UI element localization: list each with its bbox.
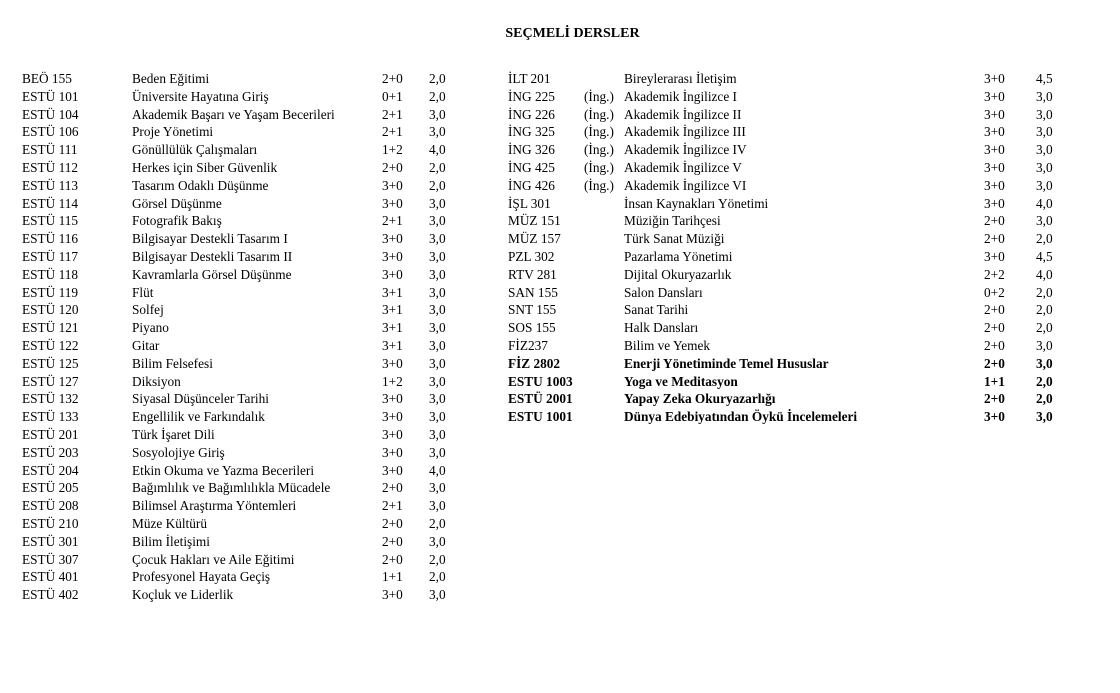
- course-row: [22, 195, 462, 213]
- course-credits: 3,0: [1036, 355, 1053, 371]
- course-row: [508, 301, 1068, 319]
- course-credits: 3,0: [429, 302, 446, 318]
- course-code: ESTÜ 2001: [508, 391, 573, 407]
- course-hours: 3+0: [382, 409, 403, 425]
- course-credits: 3,0: [429, 498, 446, 514]
- course-name: Pazarlama Yönetimi: [624, 248, 733, 264]
- course-name: İnsan Kaynakları Yönetimi: [624, 195, 769, 211]
- course-row: [508, 212, 1068, 230]
- course-row: [22, 586, 462, 604]
- course-hours: 3+0: [984, 71, 1005, 86]
- course-hours: 1+2: [382, 142, 403, 158]
- course-hours: 3+1: [382, 302, 403, 318]
- course-hours: 3+0: [984, 177, 1005, 193]
- course-name: Üniversite Hayatına Giriş: [132, 88, 269, 104]
- course-credits: 2,0: [429, 569, 446, 585]
- course-row: [22, 568, 462, 586]
- course-hours: 2+0: [382, 533, 403, 549]
- course-row: [22, 373, 462, 391]
- course-hours: 2+0: [984, 302, 1005, 318]
- course-row: [22, 230, 462, 248]
- course-code: İNG 325: [508, 124, 555, 140]
- course-row: [508, 284, 1068, 302]
- course-hours: 3+0: [382, 266, 403, 282]
- course-credits: 2,0: [429, 551, 446, 567]
- course-row: [508, 123, 1068, 141]
- course-row: [508, 70, 1068, 88]
- course-credits: 3,0: [429, 231, 446, 247]
- course-hours: 3+1: [382, 320, 403, 336]
- course-row: [22, 426, 462, 444]
- course-code: MÜZ 157: [508, 231, 561, 247]
- course-name: Bilim ve Yemek: [624, 337, 711, 353]
- course-row: [22, 444, 462, 462]
- course-code: ESTÜ 203: [22, 444, 79, 460]
- course-hours: 3+0: [984, 124, 1005, 140]
- course-row: [508, 248, 1068, 266]
- course-credits: 3,0: [429, 284, 446, 300]
- course-code: ESTÜ 133: [22, 409, 79, 425]
- course-code: SNT 155: [508, 302, 557, 318]
- course-name: Halk Dansları: [624, 320, 699, 336]
- course-hours: 2+0: [984, 320, 1005, 336]
- course-note: (İng.): [584, 159, 614, 175]
- course-name: Akademik İngilizce III: [624, 124, 746, 140]
- course-name: Dünya Edebiyatından Öykü İncelemeleri: [624, 409, 858, 425]
- course-credits: 4,0: [1036, 266, 1053, 282]
- course-hours: 3+0: [382, 462, 403, 478]
- course-code: İNG 226: [508, 106, 555, 122]
- course-code: ESTÜ 301: [22, 533, 79, 549]
- course-name: Gönüllülük Çalışmaları: [132, 142, 258, 158]
- course-row: [22, 533, 462, 551]
- course-hours: 2+0: [382, 551, 403, 567]
- course-name: Türk Sanat Müziği: [624, 231, 725, 247]
- course-code: FİZ237: [508, 337, 548, 353]
- course-code: İNG 426: [508, 177, 555, 193]
- course-row: [508, 159, 1068, 177]
- course-name: Bilgisayar Destekli Tasarım I: [132, 231, 288, 247]
- course-credits: 3,0: [429, 337, 446, 353]
- course-code: ESTÜ 132: [22, 391, 79, 407]
- course-credits: 3,0: [429, 106, 446, 122]
- course-row: [508, 88, 1068, 106]
- course-credits: 3,0: [429, 587, 446, 603]
- course-note: (İng.): [584, 88, 614, 104]
- course-code: ESTÜ 113: [22, 177, 79, 193]
- course-code: İŞL 301: [508, 195, 551, 211]
- course-code: İNG 425: [508, 159, 555, 175]
- course-hours: 3+0: [382, 587, 403, 603]
- course-row: [22, 70, 462, 88]
- course-credits: 3,0: [429, 533, 446, 549]
- course-row: [22, 497, 462, 515]
- course-credits: 3,0: [1036, 213, 1053, 229]
- course-code: ESTÜ 117: [22, 248, 79, 264]
- course-name: Akademik İngilizce IV: [624, 142, 747, 158]
- course-hours: 2+0: [382, 480, 403, 496]
- course-code: ESTÜ 401: [22, 569, 79, 585]
- course-code: ESTU 1001: [508, 409, 573, 425]
- course-hours: 3+0: [984, 195, 1005, 211]
- course-row: [22, 408, 462, 426]
- course-row: [22, 551, 462, 569]
- course-name: Akademik İngilizce VI: [624, 177, 747, 193]
- course-name: Bilim Felsefesi: [132, 355, 213, 371]
- course-credits: 3,0: [1036, 88, 1053, 104]
- course-credits: 3,0: [429, 266, 446, 282]
- course-credits: 3,0: [429, 444, 446, 460]
- course-row: [508, 230, 1068, 248]
- course-code: ESTÜ 201: [22, 426, 79, 442]
- course-hours: 3+0: [382, 177, 403, 193]
- course-credits: 3,0: [429, 426, 446, 442]
- course-name: Türk İşaret Dili: [132, 426, 215, 442]
- course-credits: 3,0: [429, 124, 446, 140]
- course-code: MÜZ 151: [508, 213, 561, 229]
- course-name: Akademik İngilizce II: [624, 106, 742, 122]
- course-name: Solfej: [132, 302, 164, 318]
- course-code: İNG 326: [508, 142, 555, 158]
- course-note: (İng.): [584, 124, 614, 140]
- course-credits: 3,0: [429, 391, 446, 407]
- course-row: [508, 177, 1068, 195]
- course-hours: 3+1: [382, 337, 403, 353]
- course-hours: 2+0: [984, 213, 1005, 229]
- course-credits: 4,5: [1036, 248, 1053, 264]
- course-hours: 1+1: [984, 373, 1005, 389]
- course-hours: 3+0: [382, 391, 403, 407]
- course-hours: 3+0: [382, 231, 403, 247]
- course-hours: 3+0: [382, 195, 403, 211]
- left-course-list: [22, 70, 462, 604]
- course-hours: 3+0: [984, 248, 1005, 264]
- course-hours: 1+2: [382, 373, 403, 389]
- course-credits: 3,0: [429, 409, 446, 425]
- course-hours: 0+1: [382, 88, 403, 104]
- course-name: Bilimsel Araştırma Yöntemleri: [132, 498, 297, 514]
- course-row: [22, 355, 462, 373]
- course-row: [22, 515, 462, 533]
- course-credits: 2,0: [1036, 373, 1053, 389]
- course-code: ESTÜ 121: [22, 320, 79, 336]
- course-code: ESTÜ 114: [22, 195, 79, 211]
- course-hours: 3+0: [382, 248, 403, 264]
- course-name: Bilgisayar Destekli Tasarım II: [132, 248, 293, 264]
- course-name: Müziğin Tarihçesi: [624, 213, 721, 229]
- course-code: ESTÜ 205: [22, 480, 79, 496]
- course-code: ESTÜ 127: [22, 373, 79, 389]
- course-row: [22, 301, 462, 319]
- course-name: Herkes için Siber Güvenlik: [132, 159, 278, 175]
- course-credits: 3,0: [1036, 159, 1053, 175]
- course-code: ESTU 1003: [508, 373, 573, 389]
- course-name: Proje Yönetimi: [132, 124, 214, 140]
- course-code: ESTÜ 402: [22, 587, 79, 603]
- course-name: Çocuk Hakları ve Aile Eğitimi: [132, 551, 295, 567]
- course-name: Görsel Düşünme: [132, 195, 222, 211]
- course-credits: 3,0: [1036, 142, 1053, 158]
- course-code: ESTÜ 210: [22, 515, 79, 531]
- course-row: [508, 373, 1068, 391]
- course-code: SOS 155: [508, 320, 556, 336]
- course-code: ESTÜ 119: [22, 284, 79, 300]
- course-hours: 3+1: [382, 284, 403, 300]
- course-code: SAN 155: [508, 284, 558, 300]
- course-row: [508, 141, 1068, 159]
- course-hours: 2+0: [984, 231, 1005, 247]
- course-hours: 3+0: [382, 426, 403, 442]
- course-name: Dijital Okuryazarlık: [624, 266, 732, 282]
- course-name: Siyasal Düşünceler Tarihi: [132, 391, 269, 407]
- course-row: [508, 195, 1068, 213]
- right-course-list: [508, 70, 1068, 426]
- course-credits: 2,0: [1036, 391, 1053, 407]
- course-credits: 3,0: [1036, 177, 1053, 193]
- course-row: [508, 390, 1068, 408]
- course-row: [508, 355, 1068, 373]
- course-name: Piyano: [132, 320, 169, 336]
- course-code: İNG 225: [508, 88, 555, 104]
- course-hours: 2+1: [382, 124, 403, 140]
- course-hours: 1+1: [382, 569, 403, 585]
- course-row: [22, 212, 462, 230]
- course-name: Bağımlılık ve Bağımlılıkla Mücadele: [132, 480, 331, 496]
- course-hours: 2+1: [382, 498, 403, 514]
- course-row: [22, 106, 462, 124]
- course-credits: 2,0: [1036, 320, 1053, 336]
- course-hours: 3+0: [984, 88, 1005, 104]
- course-credits: 2,0: [429, 177, 446, 193]
- course-row: [22, 266, 462, 284]
- course-code: FİZ 2802: [508, 355, 561, 371]
- course-row: [22, 462, 462, 480]
- course-row: [508, 319, 1068, 337]
- course-code: ESTÜ 116: [22, 231, 79, 247]
- course-row: [22, 177, 462, 195]
- course-code: ESTÜ 122: [22, 337, 79, 353]
- course-name: Yapay Zeka Okuryazarlığı: [624, 391, 776, 407]
- course-credits: 2,0: [429, 515, 446, 531]
- course-code: ESTÜ 307: [22, 551, 79, 567]
- course-code: RTV 281: [508, 266, 557, 282]
- course-name: Engellilik ve Farkındalık: [132, 409, 265, 425]
- course-credits: 3,0: [1036, 337, 1053, 353]
- course-row: [508, 106, 1068, 124]
- course-code: ESTÜ 125: [22, 355, 79, 371]
- course-credits: 2,0: [429, 159, 446, 175]
- course-row: [22, 390, 462, 408]
- course-code: ESTÜ 106: [22, 124, 79, 140]
- course-code: İLT 201: [508, 71, 551, 86]
- course-credits: 3,0: [429, 213, 446, 229]
- course-code: ESTÜ 208: [22, 498, 79, 514]
- course-credits: 2,0: [1036, 302, 1053, 318]
- course-name: Fotografik Bakış: [132, 213, 222, 229]
- course-row: [508, 408, 1068, 426]
- course-row: [508, 266, 1068, 284]
- course-code: ESTÜ 101: [22, 88, 79, 104]
- course-hours: 0+2: [984, 284, 1005, 300]
- course-name: Beden Eğitimi: [132, 71, 210, 86]
- course-name: Akademik İngilizce V: [624, 159, 742, 175]
- course-name: Sosyolojiye Giriş: [132, 444, 225, 460]
- course-credits: 3,0: [1036, 106, 1053, 122]
- course-credits: 3,0: [1036, 409, 1053, 425]
- course-row: [22, 141, 462, 159]
- course-hours: 3+0: [382, 444, 403, 460]
- course-name: Müze Kültürü: [132, 515, 207, 531]
- course-hours: 3+0: [984, 409, 1005, 425]
- course-credits: 2,0: [429, 88, 446, 104]
- course-credits: 3,0: [429, 373, 446, 389]
- course-hours: 3+0: [984, 159, 1005, 175]
- course-hours: 2+0: [382, 71, 403, 86]
- course-row: [22, 337, 462, 355]
- course-row: [22, 284, 462, 302]
- course-credits: 4,0: [1036, 195, 1053, 211]
- course-code: ESTÜ 104: [22, 106, 79, 122]
- course-code: ESTÜ 120: [22, 302, 79, 318]
- course-hours: 2+0: [382, 159, 403, 175]
- course-name: Flüt: [132, 284, 154, 300]
- course-row: [22, 123, 462, 141]
- course-name: Bireylerarası İletişim: [624, 71, 737, 86]
- course-hours: 2+2: [984, 266, 1005, 282]
- page-title: SEÇMELİ DERSLER: [505, 26, 640, 41]
- course-credits: 3,0: [429, 248, 446, 264]
- course-credits: 2,0: [1036, 231, 1053, 247]
- course-row: [508, 337, 1068, 355]
- course-code: ESTÜ 112: [22, 159, 79, 175]
- course-row: [22, 248, 462, 266]
- course-row: [22, 479, 462, 497]
- course-name: Akademik İngilizce I: [624, 88, 737, 104]
- course-name: Gitar: [132, 337, 160, 353]
- course-hours: 2+0: [984, 355, 1005, 371]
- course-hours: 3+0: [984, 106, 1005, 122]
- course-credits: 2,0: [429, 71, 446, 86]
- course-name: Kavramlarla Görsel Düşünme: [132, 266, 292, 282]
- course-hours: 3+0: [984, 142, 1005, 158]
- course-hours: 2+0: [984, 391, 1005, 407]
- course-name: Tasarım Odaklı Düşünme: [132, 177, 269, 193]
- course-credits: 3,0: [429, 320, 446, 336]
- course-code: ESTÜ 118: [22, 266, 79, 282]
- course-code: ESTÜ 115: [22, 213, 79, 229]
- course-hours: 2+1: [382, 106, 403, 122]
- course-name: Sanat Tarihi: [624, 302, 689, 318]
- course-hours: 3+0: [382, 355, 403, 371]
- course-hours: 2+1: [382, 213, 403, 229]
- course-name: Etkin Okuma ve Yazma Becerileri: [132, 462, 315, 478]
- course-code: ESTÜ 204: [22, 462, 79, 478]
- course-name: Salon Dansları: [624, 284, 703, 300]
- course-code: PZL 302: [508, 248, 555, 264]
- course-code: BEÖ 155: [22, 71, 72, 86]
- course-name: Bilim İletişimi: [132, 533, 210, 549]
- course-credits: 4,0: [429, 462, 446, 478]
- course-name: Yoga ve Meditasyon: [624, 373, 738, 389]
- course-row: [22, 319, 462, 337]
- course-credits: 2,0: [1036, 284, 1053, 300]
- course-name: Akademik Başarı ve Yaşam Becerileri: [132, 106, 335, 122]
- course-credits: 4,0: [429, 142, 446, 158]
- course-name: Diksiyon: [132, 373, 181, 389]
- course-credits: 3,0: [1036, 124, 1053, 140]
- course-name: Koçluk ve Liderlik: [132, 587, 234, 603]
- course-note: (İng.): [584, 106, 614, 122]
- course-code: ESTÜ 111: [22, 142, 78, 158]
- course-name: Enerji Yönetiminde Temel Hususlar: [624, 355, 829, 371]
- course-hours: 2+0: [984, 337, 1005, 353]
- course-row: [22, 88, 462, 106]
- course-credits: 3,0: [429, 355, 446, 371]
- course-credits: 4,5: [1036, 71, 1053, 86]
- course-hours: 2+0: [382, 515, 403, 531]
- course-note: (İng.): [584, 142, 614, 158]
- course-name: Profesyonel Hayata Geçiş: [132, 569, 271, 585]
- course-row: [22, 159, 462, 177]
- course-credits: 3,0: [429, 195, 446, 211]
- course-note: (İng.): [584, 177, 614, 193]
- course-credits: 3,0: [429, 480, 446, 496]
